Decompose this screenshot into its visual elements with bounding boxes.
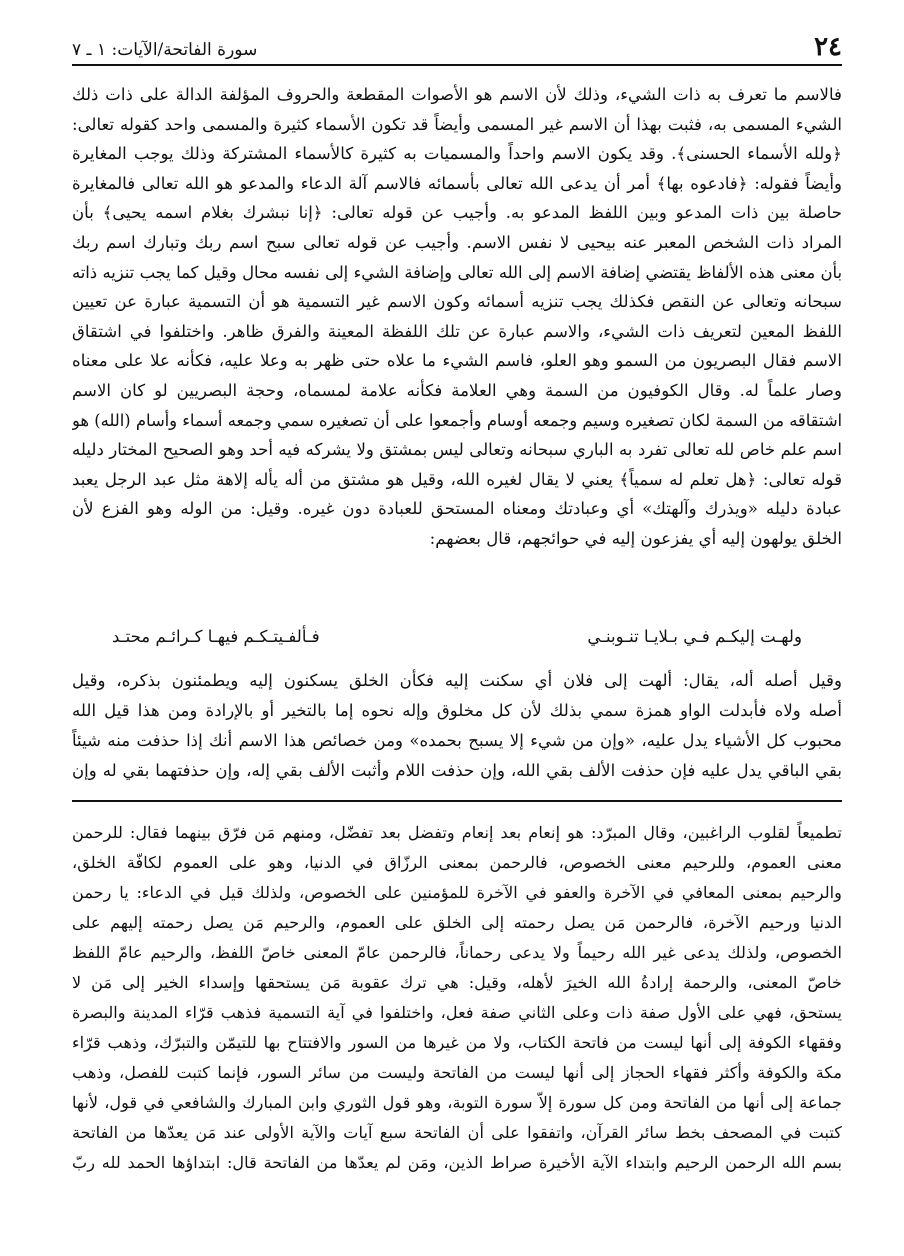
main-text-line: الاسم فقال البصريون من السمو وهو العلو، فاسم الشيء ما علاه حتى ظهر به وعلا عليه، فكأنه علا على معناه <box>72 351 842 371</box>
book-page <box>72 24 842 1234</box>
main-text-line: حاصلة بين ذات المدعو وبين اللفظ المدعو به. وأجيب عن قوله تعالى: ﴿إنا نبشرك بغلام اسمه يحيى﴾ بأن <box>72 203 842 223</box>
verse-first-hemistich: ولهـت إليكـم فـي بـلايـا تنـوبنـي <box>587 627 802 646</box>
main-text-line: الشيء المسمى به، فثبت بهذا أن الاسم غير المسمى وأيضاً قد تكون الأسماء كثيرة والمسمى واحد كقوله تعالى: <box>72 114 842 134</box>
main-text-line: محبوب كل الأشياء يدل عليه، «وإن من شيء إلا يسبح بحمده» ومن خصائص هذا الاسم أنك إذا حذفت منه شيئاً <box>72 731 842 750</box>
main-text-line: سبحانه وتعالى عن النقص فكذلك يجب تنزيه أسمائه وكون الاسم غير التسمية هو أن التسمية عبارة عن تعيين <box>72 292 842 312</box>
footnote-line: تطميعاً لقلوب الراغبين، وقال المبرّد: هو إنعام بعد إنعام وتفضل بعد تفضّل، ومنهم مَن فرّق بينهما فقال: للرحمن <box>72 823 842 842</box>
running-head: سورة الفاتحة/الآيات: ١ ـ ٧ <box>72 40 258 60</box>
main-text-line: فالاسم ما تعرف به ذات الشيء، وذلك لأن الاسم هو الأصوات المقطعة والحروف المؤلفة الدالة على ذات ذلك <box>72 85 842 104</box>
footnote-line: الدنيا ورحيم الآخرة، فالرحمن مَن يصل رحمته إلى الخلق على العموم، والرحيم مَن يصل رحمته إليهم على <box>72 913 842 932</box>
footnote-line: مكة والكوفة وأكثر فقهاء الحجاز إلى أنها ليست من الفاتحة وليست من سائر السور، فإنما كتبت للفصل، وذهب <box>72 1063 842 1082</box>
main-text-line: بأن معنى هذه الألفاظ يقتضي إضافة الاسم إلى الله تعالى وإضافة الشيء إلى نفسه محال وقيل كما يجب تنزيه ذاته <box>72 262 842 282</box>
footnote-line: كتبت في المصحف بخط سائر القرآن، واتفقوا على أن الفاتحة سبع آيات والآية الأولى عند مَن يعدّها من الفاتحة <box>72 1123 842 1142</box>
footnote-line: يستحق، فهي على الأول صفة ذات وعلى الثاني صفة فعل، واختلفوا في آية التسمية فذهب قرّاء المدينة والبصرة <box>72 1003 842 1022</box>
footnote-line: بسم الله الرحمن الرحيم وابتداء الآية الأخيرة صراط الذين، ومَن لم يعدّها من الفاتحة قال: ابتداؤها الحمد لله ربّ <box>72 1153 842 1172</box>
poetry-verse <box>112 622 802 652</box>
main-text-line: وأيضاً فقوله: ﴿فادعوه بها﴾ أمر أن يدعى الله تعالى بأسمائه فالاسم آلة الدعاء والمدعو هو الله تعالى فالمغايرة <box>72 173 842 193</box>
page-number: ٢٤ <box>814 32 842 62</box>
footnote-separator <box>72 800 842 802</box>
main-text-line: اسم علم خاص لله تعالى تفرد به الباري سبحانه وتعالى ليس بمشتق ولا يشركه فيه أحد وهو الصحيح المختار دليله <box>72 440 842 460</box>
main-text-line: بقي الباقي يدل عليه فإن حذفت الألف بقي الله، وإن حذفت اللام وأثبت الألف بقي إله، وإن حذفتهما بقي له وإن <box>72 761 842 780</box>
footnote-line: جماعة إلى أنها من الفاتحة ومن كل سورة إلاّ سورة التوبة، وهو قول الثوري وابن المبارك والشافعي في قول، لأنها <box>72 1093 842 1112</box>
footnote-line: الخصوص، ولذلك يدعى غير الله رحيماً ولا يدعى رحماناً، فالرحمن عامّ المعنى خاصّ اللفظ، والرحيم عامّ اللفظ <box>72 943 842 962</box>
footnote-line: معنى العموم، وللرحيم معنى الخصوص، فالرحمن بمعنى الرزّاق في الدنيا، وهو على العموم لكافّة الخلق، <box>72 853 842 872</box>
main-text <box>72 80 842 554</box>
main-text-line: قوله تعالى: ﴿هل تعلم له سمياً﴾ يعني لا يقال لغيره الله، وقيل هو مشتق من أله يأله إلاهة مثل عبد الرجل يعبد <box>72 469 842 489</box>
main-text-line: وصار علماً له. وقال الكوفيون من السمة وهي العلامة فكأنه علامة لمسماه، وحجة البصريين لو كان الاسم <box>72 380 842 400</box>
footnotes <box>72 818 842 1178</box>
verse-second-hemistich: فـألفـيتـكـم فيهـا كـرائـم محتـد <box>112 627 320 646</box>
page-header <box>72 24 842 66</box>
main-text-continuation <box>72 666 842 786</box>
main-text-line: ﴿ولله الأسماء الحسنى﴾. وقد يكون الاسم واحداً والمسميات به كثيرة كالأسماء المشتركة وذلك يوجب المغايرة <box>72 144 842 164</box>
footnote-line: وفقهاء الكوفة إلى أنها ليست من فاتحة الكتاب، ولا من غيرها من السور والافتتاح بها للتيمّن والتبرّك، وذهب قرّاء <box>72 1033 842 1052</box>
main-text-line: اللفظ المعين لتعريف ذات الشيء، والاسم عبارة عن تلك اللفظة المعينة والفرق ظاهر. واختلفوا في اشتقاق <box>72 321 842 341</box>
main-text-line: عبادة دليله «ويذرك وآلهتك» أي وعبادتك ومعناه المستحق للعبادة دون غيره. وقيل: من الوله وهو الفزع لأن <box>72 499 842 519</box>
main-text-line-last: الخلق يولهون إليه أي يفزعون إليه في حوائجهم، قال بعضهم: <box>429 528 842 548</box>
main-text-line: وقيل أصله أله، يقال: ألهت إلى فلان أي سكنت إليه فكأن الخلق يسكنون إليه ويطمئنون بذكره، وقيل <box>72 671 842 690</box>
main-text-line: أصله ولاه فأبدلت الواو همزة سمي بذلك لأن كل مخلوق وإله نحوه إما بالتخير أو بالإرادة ومن هذا قيل الله <box>72 701 842 720</box>
main-text-line: اشتقاقه من السمة لكان تصغيره وسيم وجمعه أوسام وأجمعوا على أن تصغيره سمي وجمعه أسماء وأسام (الله) هو <box>72 410 842 430</box>
footnote-line: خاصّ المعنى، والرحمة إرادةُ الله الخيرَ لأهله، وقيل: هي ترك عقوبة مَن يستحقها وإسداء الخير إلى مَن لا <box>72 973 842 992</box>
footnote-line: والرحيم بمعنى المعافي في الآخرة والعفو في الآخرة للمؤمنين على الخصوص، ولذلك قيل في الدعاء: يا رحمن <box>72 883 842 902</box>
main-text-line: المراد ذات الشخص المعبر عنه بيحيى لا نفس الاسم. وأجيب عن قوله تعالى سبح اسم ربك وتبارك اسم ربك <box>72 232 842 252</box>
